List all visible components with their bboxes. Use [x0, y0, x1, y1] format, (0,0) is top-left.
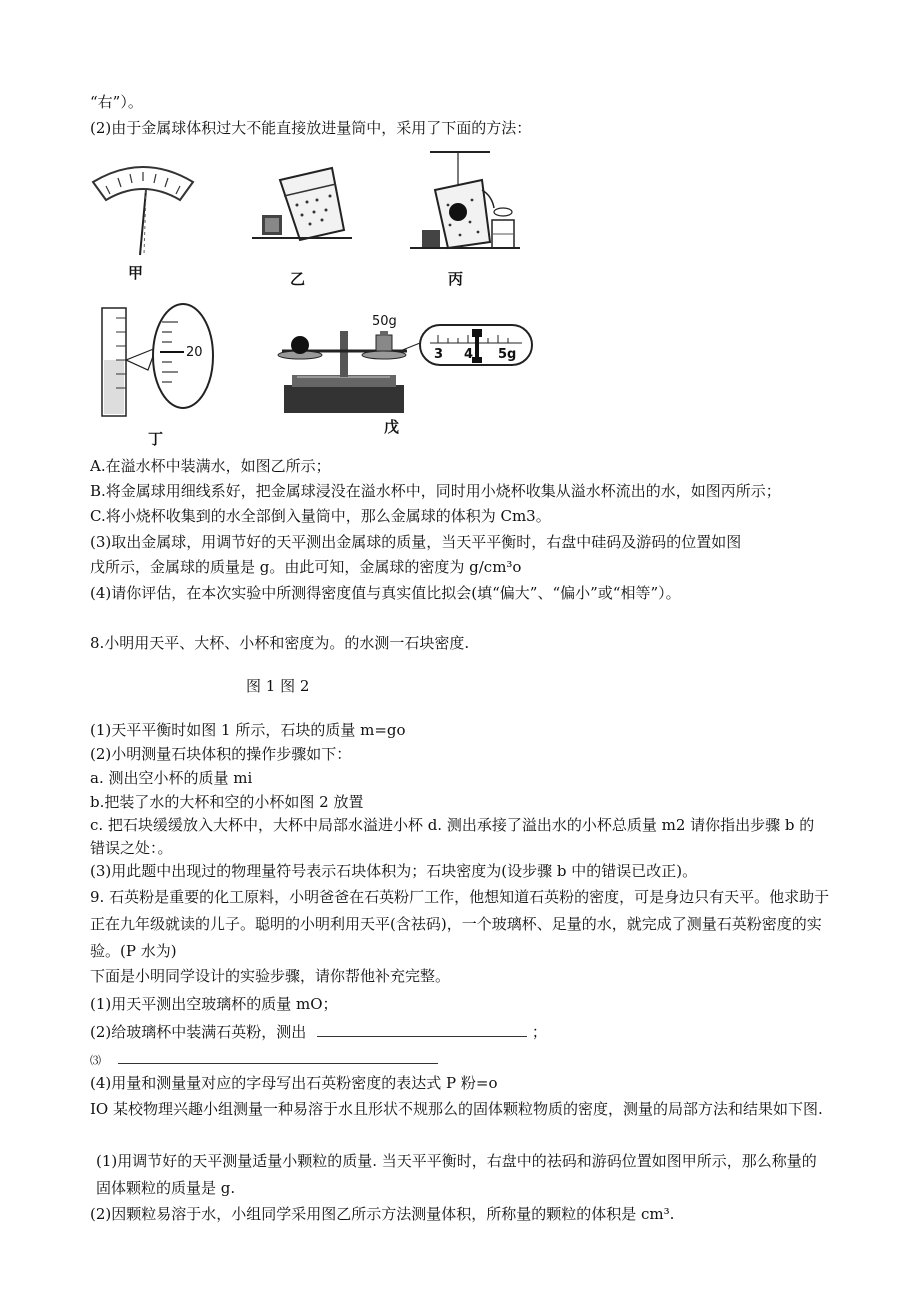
text-line: 戊所示，金属球的质量是 g。由此可知，金属球的密度为 g/cm³o: [90, 558, 522, 576]
text-paragraph: (1)用调节好的天平测量适量小颗粒的质量. 当天平平衡时，右盘中的祛码和游码位置如图甲所示，那么称量的固体颗粒的质量是 g.: [96, 1152, 817, 1197]
balance-figure: [272, 305, 534, 417]
weight-label: 50g: [372, 314, 397, 329]
dial-meter-figure: [88, 160, 198, 260]
question-intro: 9. 石英粉是重要的化工原料，小明爸爸在石英粉厂工作，他想知道石英粉的密度，可是身边只有天平。他求助于正在九年级就读的儿子。聪明的小明利用天平(含祛码)，一个玻璃杯、足量的水，就完成了测量石英粉密度的实验。(P 水为): [90, 888, 830, 960]
answer-blank[interactable]: [118, 1049, 438, 1064]
text-line: (1)用天平测出空玻璃杯的质量 mO；: [90, 995, 338, 1013]
text-line: (3)用此题中出现过的物理量符号表示石块体积为；石块密度为(设步骤 b 中的错误已改正)。: [90, 862, 698, 880]
scale-4: 4: [464, 347, 474, 362]
figure-reference: 图 1 图 2: [246, 677, 310, 695]
step-3-label: ⑶: [90, 1054, 101, 1067]
step-2-label: (2)给玻璃杯中装满石英粉，测出: [90, 1023, 307, 1041]
figure-caption-yi: 乙: [290, 270, 306, 288]
question-title: 8.小明用天平、大杯、小杯和密度为。的水测一石块密度.: [90, 634, 470, 652]
answer-blank[interactable]: [317, 1022, 527, 1037]
scale-3: 3: [434, 347, 444, 362]
text-line: (4)用量和测量量对应的字母写出石英粉密度的表达式 P 粉=o: [90, 1074, 498, 1092]
scale-5g: 5g: [498, 347, 517, 362]
text-line: (2)小明测量石块体积的操作步骤如下：: [90, 745, 352, 763]
figure-caption-jia: 甲: [128, 264, 144, 282]
ball-immersion-figure: [410, 150, 520, 250]
figure-caption-bing: 丙: [448, 270, 464, 288]
text-line: a. 测出空小杯的质量 mi: [90, 769, 253, 787]
overflow-cup-figure: [252, 160, 352, 250]
text-line: b.把装了水的大杯和空的小杯如图 2 放置: [90, 793, 364, 811]
answer-line: [90, 1022, 547, 1042]
question-intro: IO 某校物理兴趣小组测量一种易溶于水且形状不规那么的固体颗粒物质的密度，测量的局部方法和结果如下图.: [90, 1100, 823, 1118]
text-line: (4)请你评估，在本次实验中所测得密度值与真实值比拟会(填“偏大”、“偏小”或“相等”）。: [90, 584, 681, 602]
text-line: (1)天平平衡时如图 1 所示，石块的质量 m=go: [90, 721, 406, 739]
text-line: (2)因颗粒易溶于水，小组同学采用图乙所示方法测量体积，所称量的颗粒的体积是 cm³.: [90, 1205, 675, 1223]
text-line: (2)由于金属球体积过大不能直接放进量筒中，采用了下面的方法：: [90, 119, 532, 137]
text-line: “右”）。: [90, 93, 143, 111]
text-line: B.将金属球用细线系好，把金属球浸没在溢水杯中，同时用小烧杯收集从溢水杯流出的水，如图丙所示；: [90, 482, 781, 500]
text-line: A.在溢水杯中装满水，如图乙所示；: [90, 457, 331, 475]
text-line: C.将小烧杯收集到的水全部倒入量筒中，那么金属球的体积为 Cm3。: [90, 507, 551, 525]
answer-line: [90, 1049, 438, 1071]
cylinder-reading: 20: [186, 345, 203, 360]
figure-caption-ding: 丁: [148, 430, 164, 448]
step-2-end: ；: [531, 1023, 547, 1041]
text-line: (3)取出金属球，用调节好的天平测出金属球的质量，当天平平衡时，右盘中硅码及游码的位置如图: [90, 533, 742, 551]
figure-caption-wu: 戊: [384, 418, 400, 436]
text-line: c. 把石块缓缓放入大杯中，大杯中局部水溢进小杯 d. 测出承接了溢出水的小杯总质量 m2 请你指出步骤 b 的: [90, 816, 815, 834]
text-line: 下面是小明同学设计的实验步骤，请你帮他补充完整。: [90, 967, 451, 985]
measuring-cylinder-figure: [100, 300, 218, 420]
text-line: 错误之处：。: [90, 839, 173, 857]
